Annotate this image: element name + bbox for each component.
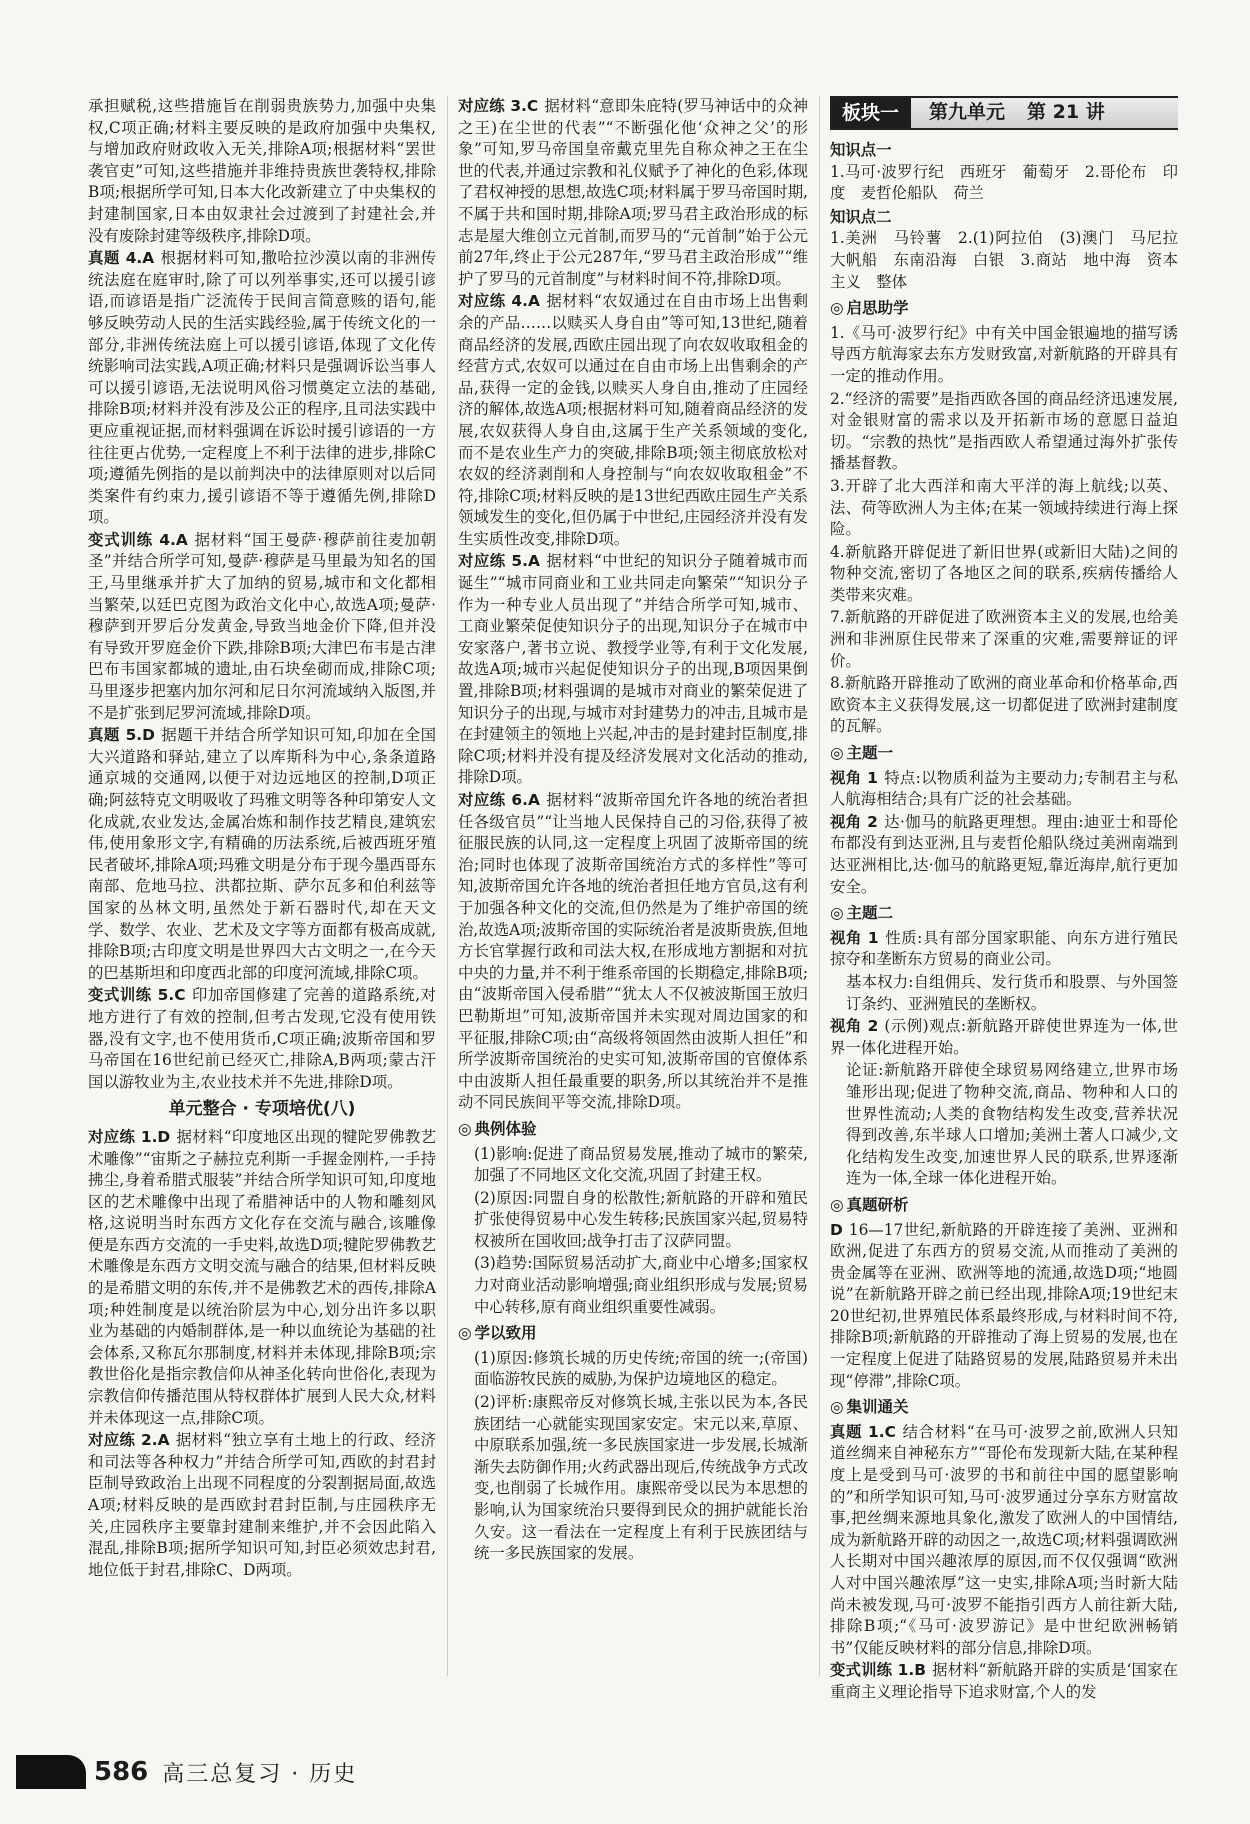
answer-label: D [830,1220,843,1239]
answer-item [830,1422,1178,1660]
answer-label: 视角 2 [830,812,878,831]
answer-paragraph [458,1144,808,1187]
answer-item [458,291,808,550]
answer-text: 据材料“波斯帝国允许各地的统治者担任各级官员”“让当地人民保持自己的习俗,获得了被征服民族的认同,这一定程度上巩固了波斯帝国的统治;同时也体现了波斯帝国统治方式的多样性”等可知,波斯帝国允许各地的统治者担任地方官员,这有利于加强各种文化的交流,但仍然是为了维护帝国的统治,故选A项;波斯帝国的实际统治者是波斯贵族,但地方长官掌握行政和司法大权,在形成地方割据和对抗中央的力量,并不利于维系帝国的长期稳定,排除B项;由“波斯帝国入侵希腊”“犹太人不仅被波斯国王放归巴勒斯坦”可知,波斯帝国并未实现对周边国家的和平征服,排除C项;由“高级将领固然由波斯人担任”和所学波斯帝国统治的史实可知,波斯帝国的官僚体系中由波斯人担任最重要的职务,所以其统治并不是推动不同民族间平等交流,排除D项。 [458,791,809,1112]
subsection-heading-text: 主题一 [846,744,894,763]
answer-paragraph [458,1188,808,1253]
answer-text: 结合材料“在马可·波罗之前,欧洲人只知道丝绸来自神秘东方”“哥伦布发现新大陆,在某种程度上是受到马可·波罗的书和前往中国的愿望影响的”和所学知识可知,马可·波罗通过分享东方财富故事,把丝绸来源地具象化,激发了欧洲人的中国情结,成为新航路开辟的动因之一,故选C项;材料强调欧洲人长期对中国兴趣浓厚的原因,而不仅仅强调“欧洲人对中国兴趣浓厚”这一史实,排除A项;当时新大陆尚未被发现,马可·波罗不能指引西方人前往新大陆,排除B项;“《马可·波罗游记》是中世纪欧洲畅销书”仅能反映材料的部分信息,排除D项。 [830,1422,1178,1657]
answer-label: 变式训练 1.B [830,1661,926,1680]
answer-column-right-body [830,140,1178,1704]
answer-text: 达·伽马的航路更理想。理由:迪亚士和哥伦布都没有到达亚洲,且与麦哲伦船队绕过美洲南端到达亚洲相比,达·伽马的航路更短,靠近海岸,航行更加安全。 [830,812,1178,896]
answer-label: 对应练 1.D [88,1127,171,1146]
answer-column-right [830,96,1178,1705]
answer-label: 真题 1.C [830,1422,896,1441]
target-icon: ◎ [830,1195,844,1214]
answer-paragraph [830,607,1178,672]
answer-text: 2.“经济的需要”是指西欧各国的商品经济迅速发展,对金银财富的需求以及开拓新市场的意愿日益迫切。“宗教的热忱”是指西欧人希望通过海外扩张传播基督教。 [830,389,1178,473]
subsection-heading-text: 真题研析 [846,1195,909,1214]
column-divider [447,96,448,1676]
subsection-heading-text: 学以致用 [474,1324,537,1343]
target-icon: ◎ [830,299,844,318]
answer-text: 7.新航路的开辟促进了欧洲资本主义的发展,也给美洲和非洲原住民带来了深重的灾难,需要辩证的评价。 [830,608,1178,670]
answer-text: 据材料“农奴通过在自由市场上出售剩余的产品……以赎买人身自由”等可知,13世纪,随着商品经济的发展,西欧庄园出现了向农奴收取租金的经营方式,农奴可以通过在自由市场上出售剩余的产品,获得一定的金钱,以赎买人身自由,推动了庄园经济的解体,故选A项;根据材料可知,随着商品经济的发展,农奴获得人身自由,这属于生产关系领域的变化,而不是农业生产力的突破,排除B项;领主彻底放松对农奴的经济剥削和人身控制与“向农奴收取租金”不符,排除C项;材料反映的是13世纪西欧庄园生产关系领域发生的变化,但仍属于中世纪,庄园经济并没有发生实质性改变,排除D项。 [458,292,809,548]
answer-paragraph [830,162,1178,205]
answer-item [88,1127,436,1429]
answer-text: 1.马可·波罗行纪 西班牙 葡萄牙 2.哥伦布 印度 麦哲伦船队 荷兰 [830,162,1178,203]
answer-text: 4.新航路开辟促进了新旧世界(或新旧大陆)之间的物种交流,密切了各地区之间的联系,疾病传播给人类带来灾难。 [830,542,1178,604]
answer-text: 基本权力:自组佣兵、发行货币和股票、与外国签订条约、亚洲殖民的垄断权。 [846,972,1178,1013]
answer-text: (3)趋势:国际贸易活动扩大,商业中心增多;国家权力对商业活动影响增强;商业组织形成与发展;贸易中心转移,原有商业组织重要性减弱。 [474,1254,808,1316]
answer-paragraph [830,323,1178,388]
answer-text: 8.新航路开辟推动了欧洲的商业革命和价格革命,西欧资本主义获得发展,这一切都促进了欧洲封建制度的瓦解。 [830,674,1178,736]
answer-text: 据材料“中世纪的知识分子随着城市而诞生”“城市同商业和工业共同走向繁荣”“知识分子作为一种专业人员出现了”并结合所学可知,城市、工商业繁荣促使知识分子的出现,知识分子在城市中安家落户,著书立说、教授学业等,有利于文化发展,故选A项;城市兴起促使知识分子的出现,B项因果倒置,排除B项;材料强调的是城市对商业的繁荣促进了知识分子的出现,与城市对封建势力的冲击,且城市是在封建领主的领地上兴起,冲击的是封建封臣制度,排除C项;材料并没有提及经济发展对文化活动的推动,排除D项。 [458,552,809,787]
answer-column-middle [458,96,808,1566]
subsection-heading [830,1195,1178,1217]
answer-text: (1)原因:修筑长城的历史传统;帝国的统一;(帝国)面临游牧民族的威胁,为保护边境地区的稳定。 [474,1348,808,1389]
answer-paragraph [458,1392,808,1565]
answer-label: 对应练 2.A [88,1431,170,1450]
answer-text: (示例)观点:新航路开辟使世界连为一体,世界一体化进程开始。 [830,1017,1178,1057]
answer-label: 对应练 3.C [458,97,539,115]
answer-text: 承担赋税,这些措施旨在削弱贵族势力,加强中央集权,C项正确;材料主要反映的是政府加强中央集权,与增加政府财政收入无关,排除A项;根据材料“罢世袭官吏”可知,这些措施并非维持贵族世袭特权,排除B项;根据所学可知,日本大化改新建立了中央集权的封建制国家,日本由奴隶社会过渡到了封建社会,并没有废除封建等级秩序,排除D项。 [88,97,436,245]
answer-paragraph [88,96,436,247]
knowledge-point-title: 知识点一 [830,141,892,159]
target-icon: ◎ [458,1119,472,1138]
answer-label: 对应练 4.A [458,292,540,311]
answer-item [830,768,1178,811]
answer-label: 变式训练 4.A [88,530,188,549]
answer-item [830,1660,1178,1703]
lesson-label: 第 21 讲 [1027,101,1105,124]
knowledge-point-title: 知识点二 [830,207,892,226]
answer-text: 根据材料可知,撒哈拉沙漠以南的非洲传统法庭在庭审时,除了可以列举事实,还可以援引谚语,而谚语是指广泛流传于民间言简意赅的语句,能够反映劳动人民的生活实践经验,属于传统文化的一部分,非洲传统法庭上可以援引谚语,体现了文化传统影响司法实践,A项正确;材料只是强调诉讼当事人可以援引谚语,无法说明风俗习惯奠定立法的基础,排除B项;材料并没有涉及公正的程序,且司法实践中更应重视证据,而材料强调在诉讼时援引谚语的一方往往更占优势,一定程度上不利于法律的进步,排除C项;遵循先例指的是以前判决中的法律原则对以后同类案件有约束力,援引谚语不等于遵循先例,排除D项。 [88,249,436,527]
answer-item [88,530,436,724]
book-title: 高三总复习 · 历史 [162,1761,358,1787]
answer-item [830,928,1178,971]
answer-paragraph [458,1348,808,1391]
answer-text: (1)影响:促进了商品贸易发展,推动了城市的繁荣,加强了不同地区文化交流,巩固了封建王权。 [474,1144,808,1185]
subsection-heading [458,1119,808,1141]
answer-item [830,1016,1178,1059]
answer-text: 据题干并结合所学知识可知,印加在全国大兴道路和驿站,建立了以库斯科为中心,条条道路通京城的交通网,以便于对边远地区的控制,D项正确;阿兹特克文明吸收了玛雅文明等各种印第安人文化成就,农业发达,金属冶炼和制作技艺精良,建筑宏伟,使用象形文字,有精确的历法系统,后被西班牙殖民者破坏,排除A项;玛雅文明是分布于现今墨西哥东南部、危地马拉、洪都拉斯、萨尔瓦多和伯利兹等国家的丛林文明,虽然处于新石器时代,却在天文学、数学、农业、艺术及文字等方面都有极高成就,排除B项;古印度文明是世界四大古文明之一,在今天的巴基斯坦和印度西北部的印度河流域,排除C项。 [88,726,436,982]
subsection-heading [830,903,1178,925]
answer-label: 视角 2 [830,1017,879,1036]
answer-text: 据材料“印度地区出现的犍陀罗佛教艺术雕像”“宙斯之子赫拉克利斯一手握金刚杵,一手持拂尘,身着希腊式服装”并结合所学知识可知,印度地区的艺术雕像中出现了希腊神话中的人物和雕刻风格,这说明当时东西方文化存在交流与融合,该雕像便是东西方交流的一手史料,故选D项;犍陀罗佛教艺术雕像是东西方文明交流与融合的结果,但材料反映的是希腊文明的东传,并不是佛教艺术的西传,排除A项;种姓制度是以统治阶层为中心,划分出许多以职业为基础的内婚制群体,是一种以血统论为基础的社会体系,又称瓦尔那制度,材料并未体现,排除B项;宗教世俗化是指宗教信仰从神圣化转向世俗化,表现为宗教信仰传播范围从特权群体扩展到人民大众,材料并未体现这一点,排除C项。 [88,1127,436,1427]
answer-item [830,1220,1178,1393]
answer-paragraph [830,673,1178,738]
answer-item [88,985,436,1093]
unit-label: 第九单元 [929,101,1006,124]
block-label: 板块一 [830,98,911,128]
answer-item [458,551,808,789]
answer-text: 印加帝国修建了完善的道路系统,对地方进行了有效的控制,但考古发现,它没有使用铁器,没有文字,也不使用货币,C项正确;波斯帝国和罗马帝国在16世纪前已经灭亡,排除A,B两项;蒙古汗国以游牧业为主,农业技术并不先进,排除D项。 [88,986,436,1091]
page-footer [16,1752,357,1792]
answer-text: 16—17世纪,新航路的开辟连接了美洲、亚洲和欧洲,促进了东西方的贸易交流,从而推动了美洲的贵金属等在亚洲、欧洲等地的流通,故选D项;“地圆说”在新航路开辟之前已经出现,排除A项;19世纪末20世纪初,世界殖民体系最终形成,与材料时间不符,排除B项;新航路的开辟推动了海上贸易的发展,也在一定程度上促进了陆路贸易的发展,陆路贸易并未出现“停滞”,排除C项。 [830,1220,1178,1390]
answer-paragraph [830,389,1178,475]
answer-column-left [88,96,436,1582]
answer-text: 1.美洲 马铃薯 2.(1)阿拉伯 (3)澳门 马尼拉大帆船 东南沿海 白银 3.商站 地中海 资本主义 整体 [830,229,1178,291]
answer-text: (2)原因:同盟自身的松散性;新航路的开辟和殖民扩张使得贸易中心发生转移;民族国家兴起,贸易特权被所在国收回;战争打击了汉萨同盟。 [474,1188,808,1250]
answer-label: 变式训练 5.C [88,986,186,1005]
footer-tab-decoration [16,1755,86,1789]
answer-item [458,790,808,1114]
answer-label: 真题 5.D [88,726,155,745]
answer-text: 3.开辟了北大西洋和南大平洋的海上航线;以英、法、荷等欧洲人为主体;在某一领域持续进行海上探险。 [830,476,1178,539]
column-divider [819,96,820,1676]
answer-paragraph [830,972,1178,1015]
answer-text: 据材料“新航路开辟的实质是‘国家在重商主义理论指导下追求财富,个人的发 [830,1661,1178,1701]
subsection-heading [830,1397,1178,1419]
answer-item [88,725,436,984]
target-icon: ◎ [830,904,844,923]
answer-text: 论证:新航路开辟使全球贸易网络建立,世界市场雏形出现;促进了物种交流,商品、物种和人口的世界性流动;人类的食物结构发生改变,营养状况得到改善,东半球人口增加;美洲土著人口减少,文化结构发生改变,加速世界人民的联系,世界逐渐连为一体,全球一体化进程开始。 [846,1061,1178,1188]
answer-label: 视角 1 [830,768,878,787]
answer-item [88,248,436,529]
subsection-heading-text: 集训通关 [846,1398,909,1417]
answer-paragraph [458,1253,808,1318]
answer-paragraph [830,1060,1178,1190]
answer-paragraph [830,542,1178,607]
subsection-heading-text: 典例体验 [474,1119,537,1138]
answer-item [830,812,1178,898]
target-icon: ◎ [458,1324,472,1343]
answer-paragraph [830,228,1178,293]
lesson-banner [830,96,1178,130]
answer-text: 据材料“独立享有土地上的行政、经济和司法等各种权力”并结合所学可知,西欧的封君封臣制导致政治上出现不同程度的分裂割据局面,故选A项;材料反映的是西欧封君封臣制,与庄园秩序无关,庄园秩序主要靠封建制来维护,并不会因此陷入混乱,排除B项;据所学知识可知,封臣必须效忠封君,地位低于封君,排除C、D两项。 [88,1431,436,1579]
subsection-heading [458,1323,808,1345]
answer-text: 性质:具有部分国家职能、向东方进行殖民掠夺和垄断东方贸易的商业公司。 [830,928,1179,969]
answer-text: 据材料“国王曼萨·穆萨前往麦加朝圣”并结合所学可知,曼萨·穆萨是马里最为知名的国王,马里继承并扩大了加纳的贸易,城市和文化都相当繁荣,以廷巴克图为政治文化中心,故选A项;曼萨·穆萨到开罗后分发黄金,导致当地金价下降,但并没有导致开罗庭金价下跌,排除B项;大津巴布韦是古津巴布韦国家都城的遗址,由石块垒砌而成,排除C项;马里逐步把塞内加尔河和尼日尔河流域纳入版图,并不是扩张到尼罗河流域,排除D项。 [88,530,436,722]
answer-text: 据材料“意即朱庇特(罗马神话中的众神之王)在尘世的代表”“不断强化他‘众神之父’的形象”可知,罗马帝国皇帝戴克里先自称众神之王在尘世的代表,并通过宗教和礼仪赋予了神化的色彩,体现了君权神授的思想,故选C项;材料属于罗马帝国时期,不属于共和国时期,排除A项;罗马君主政治形成的标志是屋大维创立元首制,而罗马的“元首制”始于公元前27年,终止于公元287年,“罗马君主政治形成”“维护了罗马的元首制度”与材料时间不符,排除D项。 [458,97,808,288]
answer-item [458,96,808,290]
subsection-heading-text: 主题二 [846,904,894,923]
answer-item [88,1430,436,1581]
answer-paragraph [830,476,1178,541]
answer-label: 视角 1 [830,928,879,947]
target-icon: ◎ [830,744,844,763]
answer-text: 1.《马可·波罗行纪》中有关中国金银遍地的描写诱导西方航海家去东方发财致富,对新航路的开辟具有一定的推动作用。 [830,323,1178,385]
answer-label: 真题 4.A [88,249,155,268]
answer-label: 对应练 5.A [458,552,540,571]
answer-label: 对应练 6.A [458,791,540,809]
answer-text: (2)评析:康熙帝反对修筑长城,主张以民为本,各民族团结一心就能实现国家安定。宋元以来,草原、中原联系加强,统一多民族国家进一步发展,长城渐渐失去防御作用;火药武器出现后,传统战争方式改变,也削弱了长城作用。康熙帝受以民为本思想的影响,认为国家统治只要得到民众的拥护就能长治久安。这一看法在一定程度上有利于民族团结与统一多民族国家的发展。 [474,1393,808,1563]
section-heading: 单元整合 · 专项培优(八) [168,1099,356,1120]
subsection-heading [830,743,1178,765]
page-number: 586 [94,1757,149,1787]
subsection-heading-text: 启思助学 [846,299,909,318]
subsection-heading [830,298,1178,320]
answer-text: 特点:以物质利益为主要动力;专制君主与私人航海相结合;具有广泛的社会基础。 [830,768,1178,809]
target-icon: ◎ [830,1398,844,1417]
